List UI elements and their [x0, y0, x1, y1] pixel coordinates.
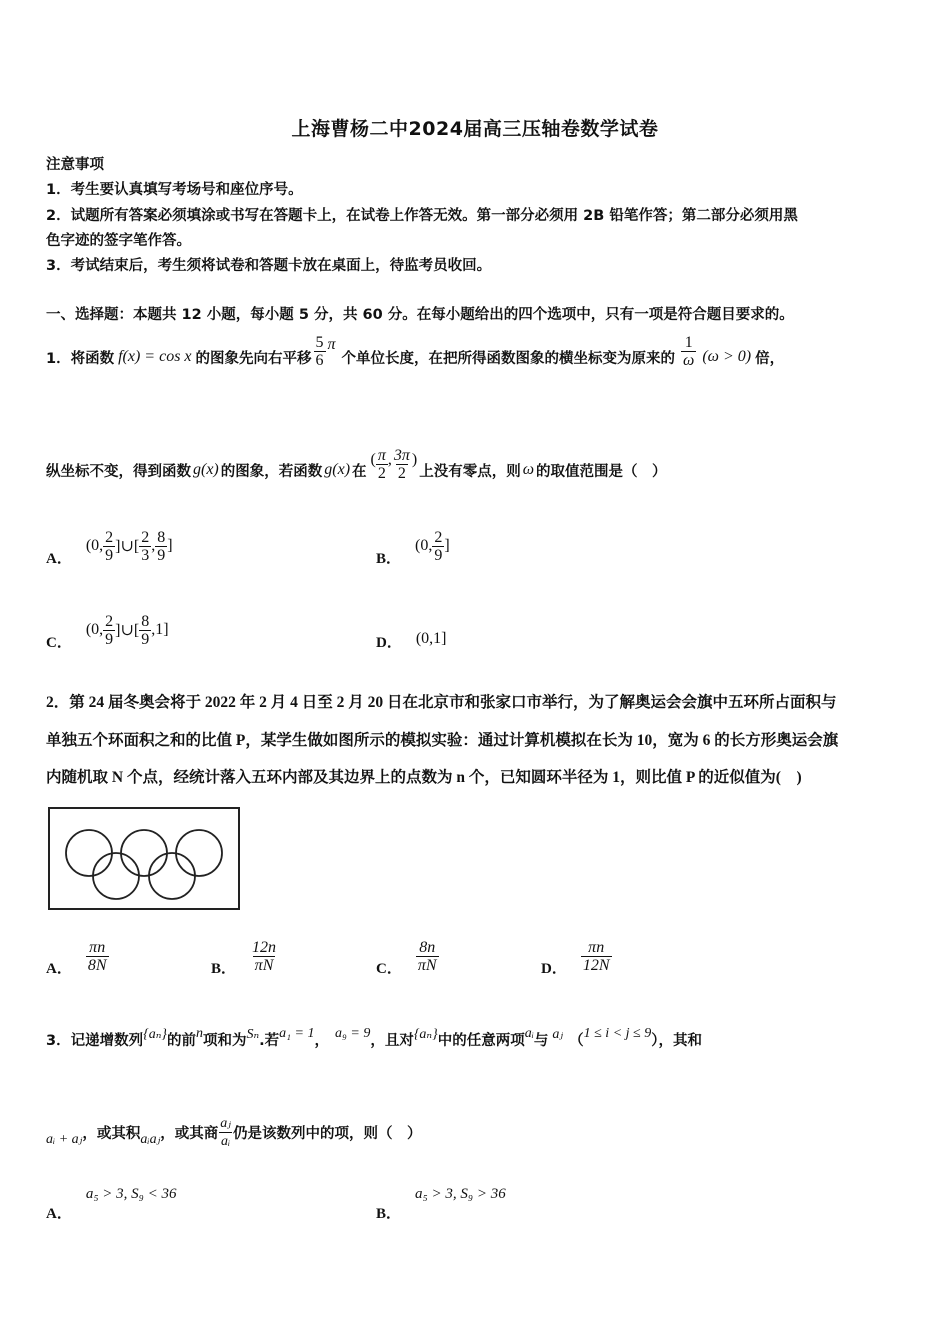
- q2-option-d-frac: [581, 939, 612, 974]
- q3-text-9: （: [569, 1032, 584, 1049]
- q3-text-7: 中的任意两项: [437, 1032, 525, 1049]
- q3-text-1: 3．记递增数列: [46, 1032, 144, 1049]
- q1-interval-comma: ,: [387, 451, 392, 468]
- q1-c-f1-den: 9: [105, 630, 114, 648]
- q3-option-b-text: a₅ > 3, S₉ > 36: [415, 1186, 506, 1202]
- q1-interval-a-num: π: [377, 446, 386, 464]
- q2-option-d: [541, 930, 612, 982]
- q3-option-b-label: B．: [376, 1206, 402, 1222]
- q2-b-den: πN: [254, 956, 274, 974]
- q1-shift-num: 5: [315, 333, 324, 351]
- q1-option-d-text: (0,1]: [415, 630, 447, 647]
- q1-option-c-part-3: ,1]: [151, 621, 169, 638]
- q1-option-b: [376, 520, 450, 572]
- q1-shift-den: 6: [315, 351, 324, 369]
- q1-option-a-frac-2: [139, 529, 151, 564]
- ring-3: [176, 830, 222, 876]
- section-heading: 一、选择题：本题共 12 小题，每小题 5 分，共 60 分。在每小题给出的四个选项中，只有一项是符合题目要求的。: [46, 307, 794, 323]
- q1-text-7: 在: [352, 463, 367, 480]
- ring-1: [66, 830, 112, 876]
- q3-text-11: ，或其积: [82, 1125, 141, 1142]
- q3-a1: a₁ = 1: [279, 1026, 315, 1041]
- q2-c-num: 8n: [419, 938, 436, 956]
- q1-option-a-frac-3: [155, 529, 167, 564]
- q3-option-a-label: A．: [46, 1206, 72, 1222]
- olympic-rings-figure: [46, 805, 244, 913]
- q2-option-b-frac: [250, 939, 278, 974]
- notes-heading: 注意事项: [46, 157, 104, 173]
- q3-text-2: 的前: [166, 1032, 196, 1049]
- q3-sequence-2: {aₙ}: [413, 1026, 438, 1042]
- q1-g-function-2: g(x): [324, 461, 351, 478]
- q1-text-5: 纵坐标不变，得到函数: [46, 463, 191, 480]
- q1-option-c: [46, 604, 169, 656]
- q2-b-num: 12n: [252, 938, 277, 956]
- q1-scale-den: ω: [683, 351, 695, 369]
- notes-item-1: 1．考生要认真填写考场号和座位序号。: [46, 182, 303, 198]
- q3-text-13: 仍是该数列中的项，则（ ）: [233, 1125, 422, 1142]
- q3-quotient-num: aⱼ: [220, 1115, 231, 1131]
- q1-text-4: 倍，: [755, 350, 785, 367]
- q1-option-a-part-2: ]∪[: [115, 538, 140, 555]
- q1-omega: ω: [522, 461, 535, 478]
- q3-text-8: 与: [533, 1032, 549, 1049]
- q2-option-a-frac: [86, 939, 109, 974]
- q1-option-b-frac-1: [432, 529, 444, 564]
- notes-item-3: 3．考试结束后，考生须将试卷和答题卡放在桌面上，待监考员收回。: [46, 258, 492, 274]
- notes-item-2-line-2: 色字迹的签字笔作答。: [46, 233, 191, 249]
- q2-line-1: 2．第 24 届冬奥会将于 2022 年 2 月 4 日至 2 月 20 日在北京市和张家口市举行，为了解奥运会会旗中五环所占面积与: [46, 694, 837, 711]
- q3-text-3: 项和为: [202, 1032, 247, 1049]
- q1-text-8: 上没有零点，则: [419, 463, 521, 480]
- flag-rectangle: [49, 808, 239, 909]
- q2-option-d-label: D．: [541, 960, 567, 977]
- q3-text-5: ，: [314, 1032, 329, 1049]
- q1-text-2: 的图象先向右平移: [195, 350, 312, 367]
- q1-option-d-label: D．: [376, 634, 402, 651]
- q2-option-b: [211, 930, 278, 982]
- q3-option-a-text: a₅ > 3, S₉ < 36: [85, 1186, 177, 1202]
- q3-ai: aᵢ: [524, 1026, 534, 1041]
- q1-shift-pi: π: [327, 336, 336, 353]
- q1-interval-b-den: 2: [397, 464, 406, 482]
- q2-option-c: [376, 930, 439, 982]
- q1-omega-condition: (ω > 0): [702, 348, 752, 365]
- q1-option-b-label: B．: [376, 550, 402, 567]
- q3-quotient: [218, 1115, 233, 1150]
- q1-c-f1-num: 2: [105, 612, 114, 630]
- q1-interval-a-den: 2: [377, 464, 386, 482]
- q1-option-c-frac-1: [103, 613, 115, 648]
- q3-quotient-den: aᵢ: [221, 1133, 231, 1149]
- q1-option-a-frac-1: [103, 529, 115, 564]
- q3-a9: a₉ = 9: [335, 1026, 371, 1041]
- q2-c-den: πN: [417, 956, 437, 974]
- question-1-line-1: [46, 327, 784, 387]
- q1-function: f(x) = cos x: [118, 348, 192, 365]
- q1-option-c-frac-2: [139, 613, 151, 648]
- q1-option-a-part-1: (0,: [85, 537, 104, 554]
- q1-scale-fraction: [681, 334, 696, 369]
- q1-interval-b: [392, 447, 412, 482]
- q2-d-num: πn: [588, 938, 605, 956]
- q3-text-10: ），其和: [651, 1032, 702, 1049]
- q1-b-f1-num: 2: [434, 528, 443, 546]
- q3-option-a: [46, 1186, 177, 1222]
- q1-a-f1-den: 9: [105, 546, 114, 564]
- q3-text-12: ，或其商: [160, 1125, 219, 1142]
- q3-sequence-1: {aₙ}: [143, 1026, 167, 1042]
- q1-a-f2-num: 2: [141, 528, 150, 546]
- q2-option-c-frac: [416, 939, 439, 974]
- q1-option-a: [46, 520, 173, 572]
- q1-interval-close: ): [411, 451, 418, 468]
- q3-sn: Sₙ: [246, 1026, 260, 1042]
- ring-4: [93, 853, 139, 899]
- notes-item-2-line-1: 2．试题所有答案必须填涂或书写在答题卡上，在试卷上作答无效。第一部分必须用 2B 铅笔作答；第二部分必须用黑: [46, 208, 798, 224]
- q1-a-f3-num: 8: [157, 528, 166, 546]
- q3-product: aᵢaⱼ: [140, 1131, 161, 1147]
- q2-option-b-label: B．: [211, 960, 237, 977]
- question-1-line-2: [46, 440, 667, 500]
- q2-option-a-label: A．: [46, 960, 72, 977]
- q1-option-a-part-3: ,: [151, 537, 156, 554]
- q1-interval-b-num: 3π: [393, 446, 410, 464]
- page-title: 上海曹杨二中2024届高三压轴卷数学试卷: [291, 118, 659, 140]
- q3-text-6: ，且对: [370, 1032, 414, 1049]
- q1-text-1: 1．将函数: [46, 350, 115, 367]
- q1-option-b-part-2: ]: [444, 537, 450, 554]
- q1-b-f1-den: 9: [434, 546, 443, 564]
- q1-option-a-label: A．: [46, 550, 72, 567]
- q1-c-f2-num: 8: [141, 612, 150, 630]
- ring-5: [149, 853, 195, 899]
- q2-option-c-label: C．: [376, 960, 402, 977]
- q1-text-3: 个单位长度，在把所得函数图象的横坐标变为原来的: [341, 350, 676, 367]
- ring-2: [121, 830, 167, 876]
- q1-text-9: 的取值范围是（ ）: [536, 463, 667, 480]
- q1-scale-num: 1: [684, 333, 693, 351]
- q1-a-f1-num: 2: [105, 528, 114, 546]
- q1-option-c-label: C．: [46, 634, 72, 651]
- q3-line-2: [46, 1106, 422, 1158]
- q1-a-f3-den: 9: [157, 546, 166, 564]
- q3-option-b: [376, 1186, 506, 1222]
- q1-interval-a: [376, 447, 388, 482]
- q2-a-den: 8N: [87, 956, 107, 974]
- q1-g-function-1: g(x): [193, 461, 219, 478]
- q2-line-2: 单独五个环面积之和的比值 P，某学生做如图所示的模拟实验：通过计算机模拟在长为 10，宽为 6 的长方形奥运会旗: [46, 732, 839, 749]
- q3-aj: aⱼ: [552, 1026, 564, 1042]
- q3-condition: 1 ≤ i < j ≤ 9: [583, 1026, 652, 1041]
- q1-option-a-part-4: ]: [167, 537, 173, 554]
- q3-n: n: [195, 1026, 203, 1041]
- q2-line-3: 内随机取 N 个点，经统计落入五环内部及其边界上的点数为 n 个，已知圆环半径为 1，则比值 P 的近似值为( ): [46, 769, 802, 786]
- q2-a-num: πn: [89, 938, 106, 956]
- q2-option-a: [46, 930, 109, 982]
- q1-option-d: [376, 604, 447, 656]
- q1-shift-fraction: [314, 334, 326, 369]
- q3-sum: aᵢ + aⱼ: [46, 1131, 83, 1147]
- q1-a-f2-den: 3: [141, 546, 150, 564]
- q1-option-c-part-2: ]∪[: [115, 622, 140, 639]
- q1-option-b-part-1: (0,: [415, 537, 433, 554]
- q1-option-c-part-1: (0,: [85, 621, 104, 638]
- q1-interval-open: (: [370, 451, 376, 468]
- q3-text-4: .若: [259, 1032, 280, 1049]
- q1-c-f2-den: 9: [141, 630, 150, 648]
- q1-text-6: 的图象，若函数: [220, 463, 323, 480]
- q3-line-1: [46, 1022, 702, 1056]
- q2-d-den: 12N: [582, 956, 610, 974]
